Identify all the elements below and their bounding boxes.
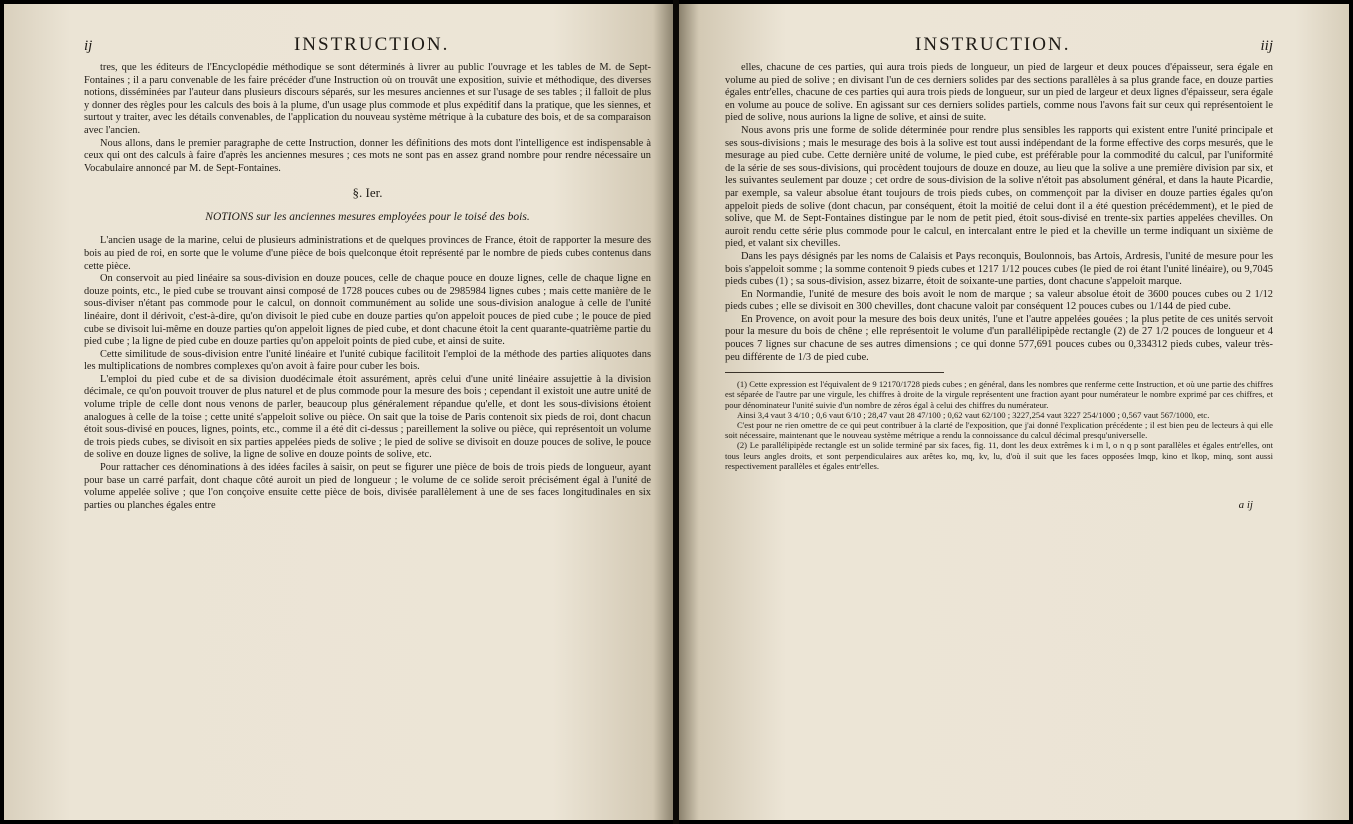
paragraph: Nous avons pris une forme de solide déterminée pour rendre plus sensibles les rapports qui existent entre l'unité principale et ses sous-divisions ; mais le mesurage des bois à la solive est tout aussi indépendant de la forme effective des corps mesurés, que le mesurage au pied cube. Cette dernière unité de volume, le pied cube, est préférable pour la commodité du calcul, par l'uniformité de la série de ses sous-divisions, qui procèdent toujours de douze en douze, au lieu que la solive a une première division par six, et les suivantes seulement par douze ; cet ordre de sous-division de la solive n'étoit pas absolument général, et dans la haute Picardie, par exemple, sa valeur absolue étant toujours de trois pieds cubes, on commençoit par la diviser en douze parties égales qu'on appeloit pieds de solive (dont chacun, par conséquent, étoit la moitié de celui dont il a été question précédemment), et le pied de solive, que M. de Sept-Fontaines distingue par le nom de petit pied, étoit sous-divisé en trente-six parties appelées chevilles. On auroit rendu cette série plus commode pour le calcul, en intercalant entre le pied et la cheville un terme indiquant un sixième de pied, et valant six chevilles. [725, 124, 1273, 250]
paragraph: elles, chacune de ces parties, qui aura trois pieds de longueur, un pied de largeur et deux pouces d'épaisseur, sera égale en volume au pied de solive ; en divisant l'un de ces derniers solides par des sections parallèles à sa plus grande face, en douze parties égales entr'elles, chacune de ces parties qui aura trois pieds de longueur, sur un pied de largeur et deux lignes d'épaisseur, sera égale en volume au pouce de solive. En agissant sur ces derniers solides partiels, comme nous l'avons fait sur ceux qui représentoient le pied de solive, nous aurions la ligne de solive, et ainsi de suite. [725, 62, 1273, 124]
right-page-number: iij [1260, 38, 1273, 54]
signature-mark: a ij [1238, 499, 1253, 512]
footnote: C'est pour ne rien omettre de ce qui peut contribuer à la clarté de l'exposition, que j'ai donné l'explication précédente ; il est bien peu de lecteurs à qui elle soit nécessaire, maintenant que le nouveau système métrique a rendu la connoissance du calcul décimal presqu'universelle. [725, 420, 1273, 441]
paragraph: Cette similitude de sous-division entre l'unité linéaire et l'unité cubique facilitoit l'emploi de la méthode des parties aliquotes dans les multiplications de nombres complexes qu'on avoit à faire pour cuber les bois. [84, 348, 651, 373]
paragraph: On conservoit au pied linéaire sa sous-division en douze pouces, celle de chaque pouce en douze lignes, celle de chaque ligne en douze points, etc., le pied cube se trouvant ainsi composé de 1728 pouces cubes ou de 2985984 lignes cubes ; mais cette manière de le sous-diviser n'étant pas commode pour le calcul, on donnoit communément au solide une sous-division analogue à celle de l'unité linéaire, dont il dérivoit, c'est-à-dire, qu'on divisoit le pied cube en douze parties qu'on appeloit pouces de pied cube ; le pouce de pied cube se divisoit lui-même en douze parties qu'on appeloit lignes de pied cube, et dont chacune étoit la cent quarante-quatrième partie du pied cube ; la ligne de pied cube en douze parties qu'on appeloit points de pied cube, et ainsi de suite. [84, 273, 651, 348]
footnote: Ainsi 3,4 vaut 3 4/10 ; 0,6 vaut 6/10 ; 28,47 vaut 28 47/100 ; 0,62 vaut 62/100 ; 3227,254 vaut 3227 254/1000 ; 0,567 vaut 567/1000, etc. [737, 409, 1210, 420]
right-header [725, 34, 1273, 56]
paragraph: Nous allons, dans le premier paragraphe de cette Instruction, donner les définitions des mots dont l'intelligence est indispensable à ceux qui ont des calculs à faire d'après les anciennes mesures ; ces mots ne sont pas en assez grand nombre pour rendre nécessaire un Vocabulaire annoncé par M. de Sept-Fontaines. [84, 137, 651, 174]
paragraph: En Normandie, l'unité de mesure des bois avoit le nom de marque ; sa valeur absolue étoit de 3600 pouces cubes ou 2 1/12 pieds cubes ; elle se divisoit en 300 chevilles, dont chacune valoit par conséquent 12 pouces cubes ou 1/144 de pied cube. [725, 288, 1273, 313]
paragraph: L'emploi du pied cube et de sa division duodécimale étoit assurément, après celui d'une unité linéaire assujettie à la division décimale, ce qu'on pouvoit trouver de plus naturel et de plus commode pour la mesure des bois ; cependant il existoit une autre unité de volume triple de celle dont nous venons de parler, beaucoup plus généralement répandue qu'elle, et dont les sous-divisions étoient analogues à celle de la toise ; cette unité s'appeloit solive ou pièce. On sait que la toise de Paris contenoit six pieds de roi, dont chacun étoit sous-divisé en pouces, lignes, points, etc., comme il a été dit ci-dessus ; pareillement la solive ou pièce, qui représentoit un volume de trois pieds cubes, se divisoit en six parties appelées pieds de solive ; le pied de solive se divisoit en douze pouces de solive, le pouce de solive en douze lignes de solive, la ligne de solive en douze points de solive, etc. [84, 373, 651, 461]
section-heading: §. Ier. [352, 185, 383, 201]
paragraph: En Provence, on avoit pour la mesure des bois deux unités, l'une et l'autre appelées gouées ; la plus petite de ces unités servoit pour la mesure du bois de chêne ; elle représentoit le volume d'un parallélipipède rectangle (2) de 27 1/2 pouces de longueur et 4 pouces 7 lignes sur chacune de ses autres dimensions ; ce qui donne 577,691 pouces cubes ou 0,334312 pieds cubes, valeur très-peu différente de 1/3 de pied cube. [725, 313, 1273, 363]
left-running-head: INSTRUCTION. [293, 34, 450, 55]
left-page-number: ij [84, 38, 93, 54]
footnote-divider [725, 372, 944, 373]
paragraph: L'ancien usage de la marine, celui de plusieurs administrations et de quelques provinces de France, étoit de rapporter la mesure des bois au pied de roi, en sorte que le volume d'une pièce de bois quelconque étoit représenté par le nombre de pieds cubes contenus dans cette pièce. [84, 235, 651, 272]
footnote: (2) Le parallélipipède rectangle est un solide terminé par six faces, fig. 11, dont les deux extrêmes k i m l, o n q p sont parallèles et égales entr'elles, ont tous leurs angles droits, et sont perpendiculaires aux arêtes ko, mq, kv, lu, d'où il suit que les faces opposées lmqp, kino et lkop, minq, sont aussi respectivement parallèles et égales entr'elles. [725, 440, 1273, 471]
paragraph: Dans les pays désignés par les noms de Calaisis et Pays reconquis, Boulonnois, bas Artois, Ardresis, l'unité de mesure pour les bois s'appeloit somme ; la somme contenoit 9 pieds cubes et 1217 1/12 pouces cubes (le pied de roi étant l'unité linéaire), ou 9,7045 pieds cubes (1) ; sa sous-division, assez bizarre, étoit de soixante-une parties, dont chacune s'appeloit marque. [725, 250, 1273, 288]
footnote: (1) Cette expression est l'équivalent de 9 12170/1728 pieds cubes ; en général, dans les nombres que renferme cette Instruction, et où une partie des chiffres est séparée de l'autre par une virgule, les chiffres à droite de la virgule représentent une fraction ayant pour numérateur le nombre exprimé par ces chiffres, et pour dénominateur l'unité suivie d'un nombre de zéros égal à celui des chiffres du numérateur. [725, 379, 1273, 410]
paragraph: Pour rattacher ces dénominations à des idées faciles à saisir, on peut se figurer une pièce de bois de trois pieds de longueur, ayant pour base un carré parfait, dont chaque côté auroit un pied de longueur ; le volume de ce solide seroit précisément égal à l'unité de volume appelée solive ; que l'on conçoive ensuite cette pièce de bois, divisée parallèlement à une de ses faces longitudinales en six parties ou planches égales entre [84, 462, 651, 511]
left-page [4, 4, 673, 820]
section-subtitle: NOTIONS sur les anciennes mesures employées pour le toisé des bois. [205, 211, 530, 224]
right-page [679, 4, 1349, 820]
left-header [84, 34, 651, 56]
paragraph: tres, que les éditeurs de l'Encyclopédie méthodique se sont déterminés à livrer au public l'ouvrage et les tables de M. de Sept-Fontaines ; il a paru convenable de les faire précéder d'une Instruction où on trouvât une exposition, suivie et méthodique, des diverses notions, disséminées par l'auteur dans plusieurs discours séparés, sur les mesures anciennes et sur l'usage de ses tables ; il falloit de plus y donner des règles pour les calculs des bois à la plume, d'un usage plus commode et plus expéditif dans la pratique, que les siennes, et surtout y traiter, avec les détails convenables, de l'application du nouveau système métrique à la cubature des bois, et de sa comparaison avec l'ancien. [84, 62, 651, 136]
right-running-head: INSTRUCTION. [915, 34, 1071, 55]
